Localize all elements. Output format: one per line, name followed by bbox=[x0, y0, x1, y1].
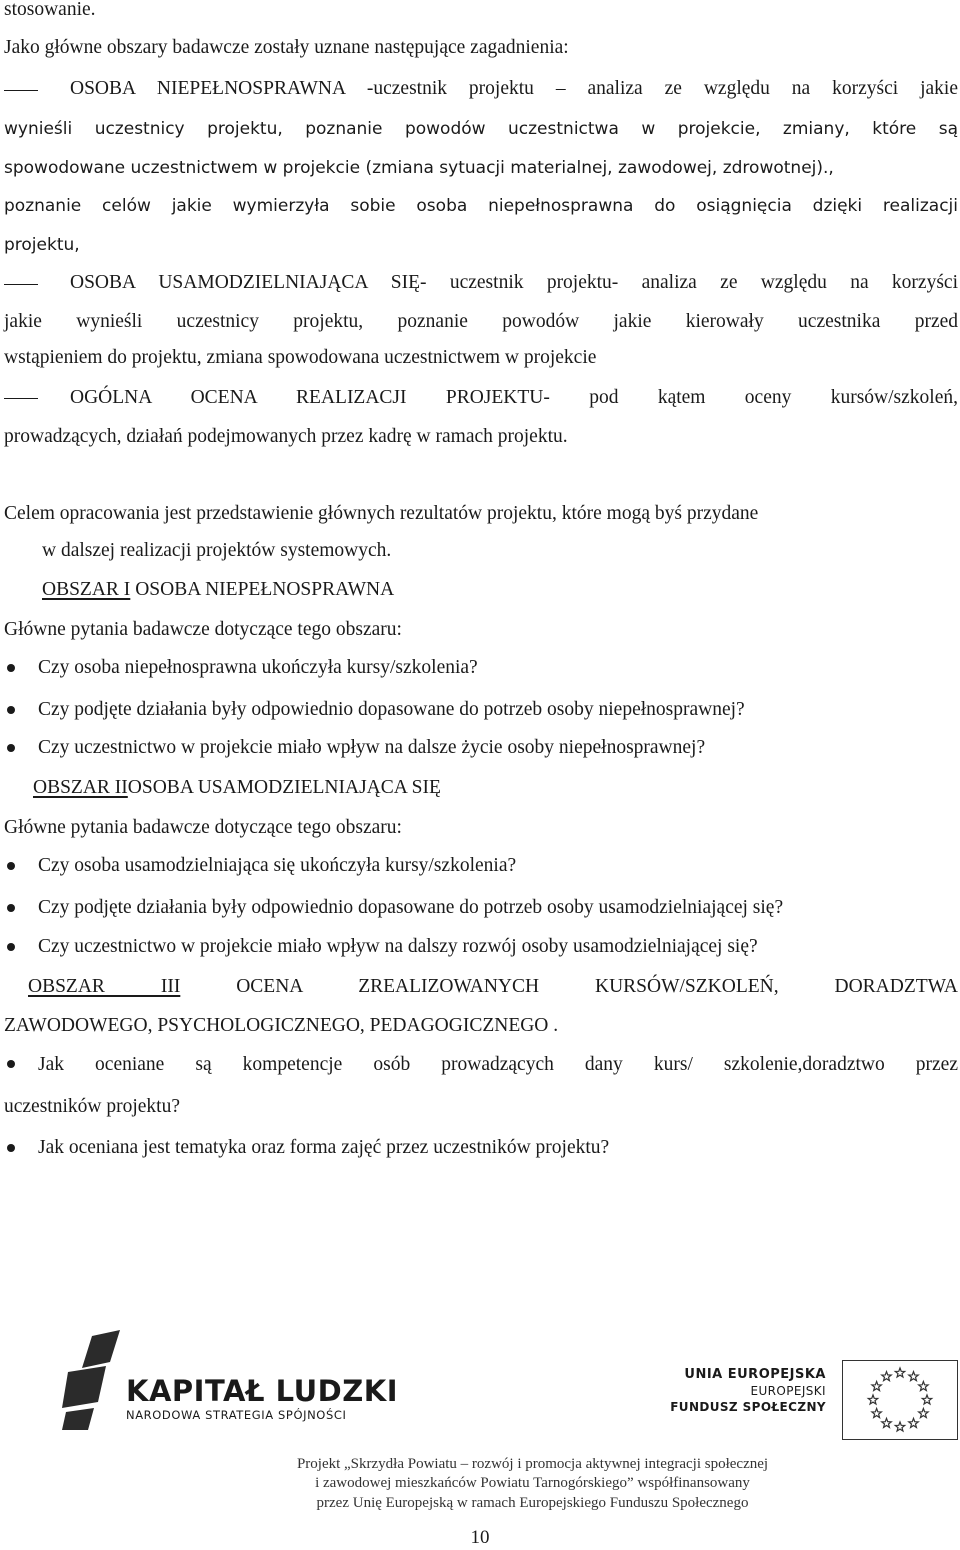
obszar2-title: OSOBA USAMODZIELNIAJĄCA SIĘ bbox=[127, 777, 441, 798]
area2-line1: OSOBA USAMODZIELNIAJĄCA SIĘ- uczestnik projektu- analiza ze względu na korzyści bbox=[70, 272, 958, 293]
area3-line2: prowadzących, działań podejmowanych przez kadrę w ramach projektu. bbox=[4, 426, 568, 447]
kapital-ludzki-title: KAPITAŁ LUDZKI bbox=[126, 1374, 399, 1408]
kapital-ludzki-logo-icon bbox=[62, 1330, 122, 1430]
obszar1-intro: Główne pytania badawcze dotyczące tego obszaru: bbox=[4, 619, 402, 640]
area1-line2: wynieśli uczestnicy projektu, poznanie powodów uczestnictwa w projekcie, zmiany, które są bbox=[4, 119, 958, 139]
area2-line2: jakie wynieśli uczestnicy projektu, poznanie powodów jakie kierowały uczestnika przed bbox=[4, 311, 958, 332]
dash-icon bbox=[4, 90, 38, 91]
bullet-icon bbox=[7, 904, 15, 912]
obszar2-question1: Czy osoba usamodzielniająca się ukończyła kursy/szkolenia? bbox=[38, 855, 517, 876]
area1-line5: projektu, bbox=[4, 235, 80, 255]
area1-line3: spowodowane uczestnictwem w projekcie (zmiana sytuacji materialnej, zawodowej, zdrowotnej)., bbox=[4, 158, 834, 178]
eu-name: UNIA EUROPEJSKA bbox=[684, 1367, 826, 1382]
eu-fund-line1: EUROPEJSKI bbox=[750, 1384, 826, 1398]
obszar3-label: OBSZAR III bbox=[28, 976, 181, 997]
bullet-icon bbox=[7, 943, 15, 951]
obszar3-title-line1: OCENA ZREALIZOWANYCH KURSÓW/SZKOLEŃ, DORADZTWA bbox=[236, 976, 958, 997]
bullet-icon bbox=[7, 664, 15, 672]
project-line2: i zawodowej mieszkańców Powiatu Tarnogórskiego” współfinansowany bbox=[315, 1475, 750, 1491]
obszar2-question2: Czy podjęte działania były odpowiednio dopasowane do potrzeb osoby usamodzielniającej się? bbox=[38, 897, 784, 918]
dash-icon bbox=[4, 398, 38, 399]
kapital-ludzki-subtitle: NARODOWA STRATEGIA SPÓJNOŚCI bbox=[126, 1408, 347, 1422]
obszar1-title: OSOBA NIEPEŁNOSPRAWNA bbox=[135, 579, 395, 600]
text-line-stosowanie: stosowanie. bbox=[4, 0, 96, 20]
bullet-icon bbox=[7, 862, 15, 870]
area1-line1: OSOBA NIEPEŁNOSPRAWNA -uczestnik projektu – analiza ze względu na korzyści jakie bbox=[70, 78, 958, 99]
bullet-icon bbox=[7, 744, 15, 752]
dash-icon bbox=[4, 284, 38, 285]
eu-text-block bbox=[640, 1366, 826, 1415]
obszar1-question3: Czy uczestnictwo w projekcie miało wpływ na dalsze życie osoby niepełnosprawnej? bbox=[38, 737, 706, 758]
project-line1: Projekt „Skrzydła Powiatu – rozwój i promocja aktywnej integracji społecznej bbox=[296, 1456, 769, 1472]
goal-line1: Celem opracowania jest przedstawienie głównych rezultatów projektu, które mogą byś przydane bbox=[4, 503, 759, 524]
bullet-icon bbox=[7, 1060, 15, 1068]
area2-line3: wstąpieniem do projektu, zmiana spowodowana uczestnictwem w projekcie bbox=[4, 347, 597, 368]
obszar3-question1-line1: Jak oceniane są kompetencje osób prowadzących dany kurs/ szkolenie,doradztwo przez bbox=[38, 1054, 958, 1075]
obszar2-label: OBSZAR II bbox=[33, 777, 128, 798]
obszar2-heading bbox=[33, 775, 953, 801]
bullet-icon bbox=[7, 1144, 15, 1152]
obszar3-heading bbox=[28, 974, 958, 1000]
page-number: 10 bbox=[470, 1527, 490, 1548]
obszar1-label: OBSZAR I bbox=[42, 579, 131, 600]
project-line3: przez Unię Europejską w ramach Europejskiego Funduszu Społecznego bbox=[316, 1495, 749, 1511]
goal-line2: w dalszej realizacji projektów systemowych. bbox=[42, 540, 392, 561]
obszar2-question3: Czy uczestnictwo w projekcie miało wpływ na dalszy rozwój osoby usamodzielniającej się? bbox=[38, 936, 758, 957]
obszar3-question1-line2: uczestników projektu? bbox=[4, 1096, 180, 1117]
bullet-icon bbox=[7, 706, 15, 714]
obszar1-question1: Czy osoba niepełnosprawna ukończyła kursy/szkolenia? bbox=[38, 657, 478, 678]
area1-line4: poznanie celów jakie wymierzyła sobie osoba niepełnosprawna do osiągnięcia dzięki realizacji bbox=[4, 196, 958, 216]
areas-intro: Jako główne obszary badawcze zostały uznane następujące zagadnienia: bbox=[4, 37, 569, 58]
obszar3-title-line2: ZAWODOWEGO, PSYCHOLOGICZNEGO, PEDAGOGICZNEGO . bbox=[4, 1015, 559, 1036]
area3-line1: OGÓLNA OCENA REALIZACJI PROJEKTU- pod kątem oceny kursów/szkoleń, bbox=[70, 387, 958, 408]
eu-fund-line2: FUNDUSZ SPOŁECZNY bbox=[670, 1400, 826, 1414]
obszar1-question2: Czy podjęte działania były odpowiednio dopasowane do potrzeb osoby niepełnosprawnej? bbox=[38, 699, 745, 720]
obszar1-heading bbox=[42, 577, 952, 603]
obszar3-question2: Jak oceniana jest tematyka oraz forma zajęć przez uczestników projektu? bbox=[38, 1137, 610, 1158]
eu-flag-icon bbox=[842, 1360, 958, 1440]
obszar2-intro: Główne pytania badawcze dotyczące tego obszaru: bbox=[4, 817, 402, 838]
